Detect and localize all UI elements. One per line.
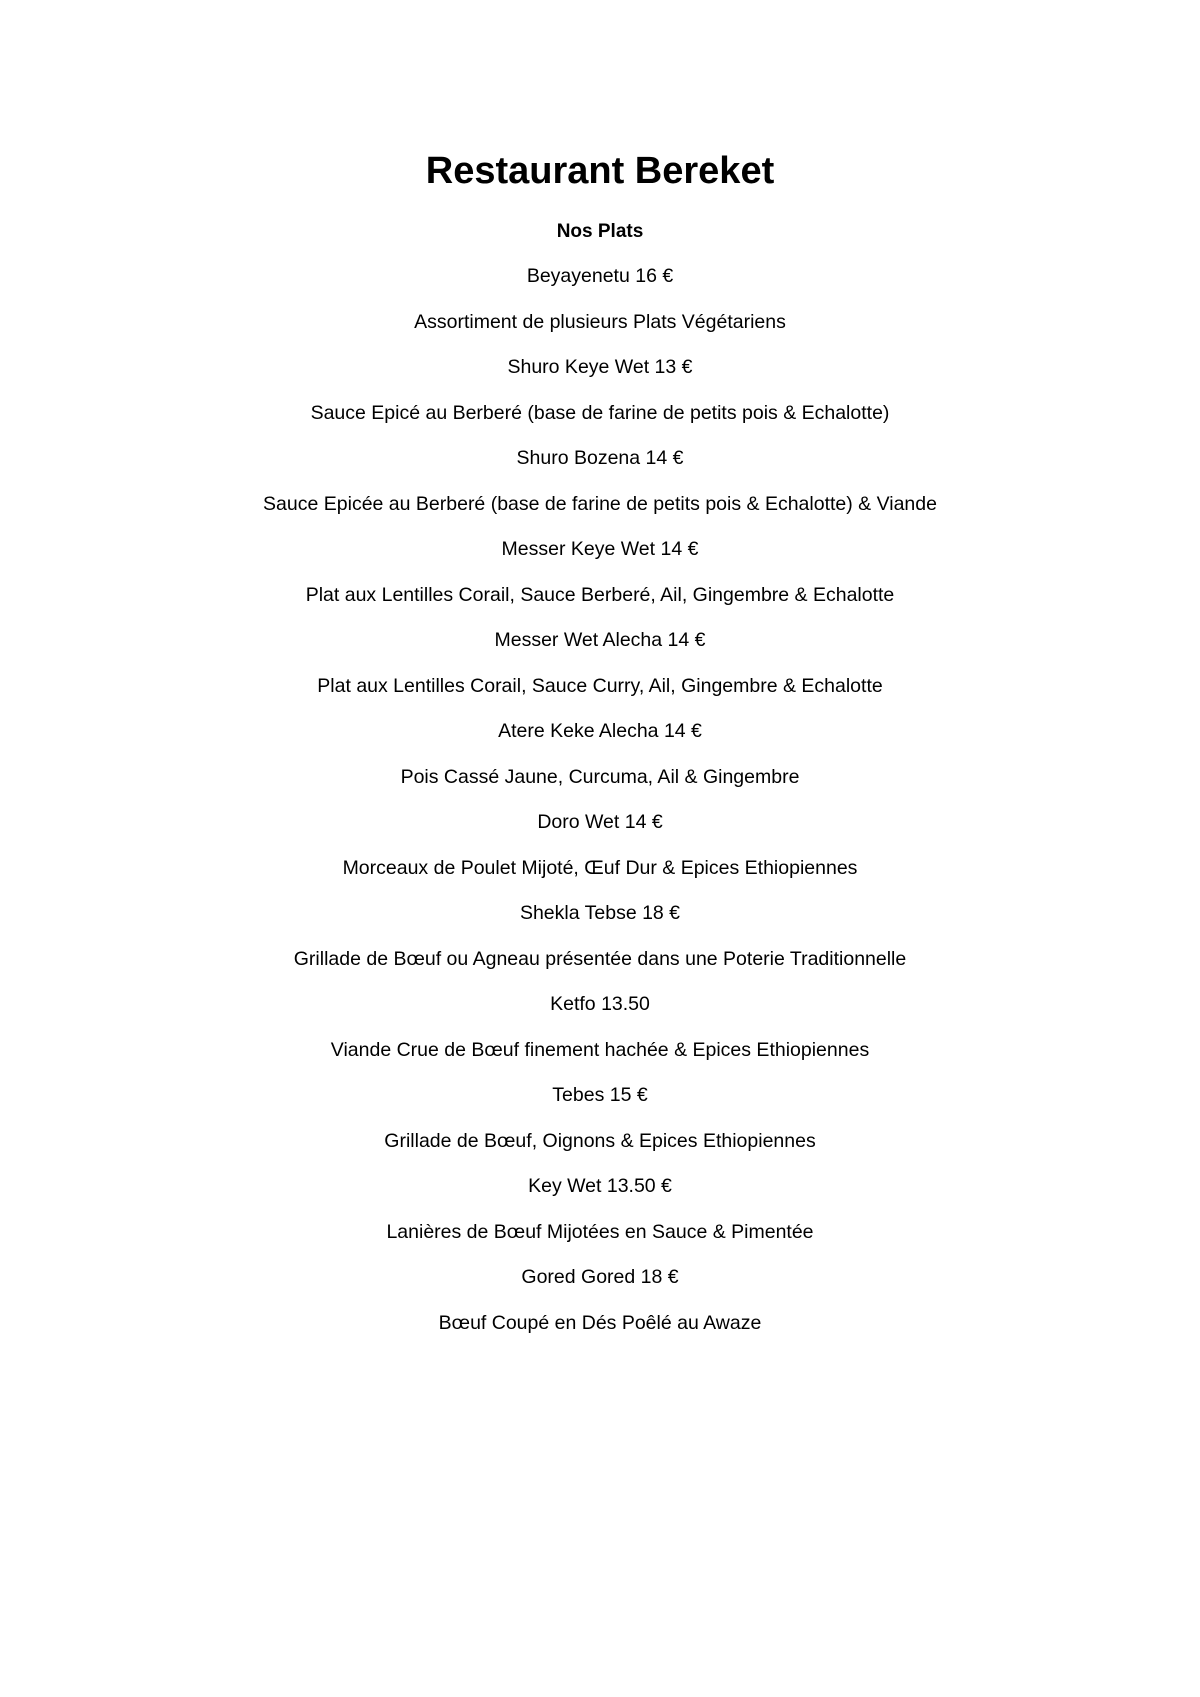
dish-list [0,263,1200,1355]
list-item [0,536,1200,608]
list-item [0,900,1200,972]
dish-name: Shuro Bozena 14 € [516,447,684,469]
restaurant-title: Restaurant Bereket [425,150,775,192]
dish-description: Pois Cassé Jaune, Curcuma, Ail & Gingembre [400,765,800,788]
dish-name: Atere Keke Alecha 14 € [498,720,702,742]
dish-name: Doro Wet 14 € [537,811,663,833]
list-item [0,354,1200,426]
dish-description: Plat aux Lentilles Corail, Sauce Berberé, Ail, Gingembre & Echalotte [305,583,895,606]
dish-name: Shuro Keye Wet 13 € [507,356,693,378]
dish-name: Shekla Tebse 18 € [519,902,681,924]
dish-name: Beyayenetu 16 € [526,265,674,287]
dish-name: Ketfo 13.50 [550,993,650,1015]
dish-name: Messer Wet Alecha 14 € [494,629,706,651]
dish-description: Plat aux Lentilles Corail, Sauce Curry, Ail, Gingembre & Echalotte [317,674,883,697]
list-item [0,1082,1200,1154]
list-item [0,991,1200,1063]
dish-description: Viande Crue de Bœuf finement hachée & Epices Ethiopiennes [330,1038,870,1061]
dish-description: Grillade de Bœuf ou Agneau présentée dans une Poterie Traditionnelle [293,947,907,970]
list-item [0,718,1200,790]
list-item [0,445,1200,517]
dish-description: Assortiment de plusieurs Plats Végétariens [414,310,786,333]
dish-name: Tebes 15 € [552,1084,648,1106]
dish-name: Key Wet 13.50 € [528,1175,672,1197]
dish-name: Messer Keye Wet 14 € [501,538,699,560]
dish-description: Bœuf Coupé en Dés Poêlé au Awaze [438,1311,762,1334]
list-item [0,627,1200,699]
dish-description: Grillade de Bœuf, Oignons & Epices Ethiopiennes [384,1129,816,1152]
dish-description: Lanières de Bœuf Mijotées en Sauce & Pimentée [386,1220,814,1243]
dish-name: Gored Gored 18 € [521,1266,679,1288]
list-item [0,1264,1200,1336]
list-item [0,263,1200,335]
list-item [0,809,1200,881]
dish-description: Sauce Epicé au Berberé (base de farine de petits pois & Echalotte) [310,401,890,424]
section-heading: Nos Plats [556,221,644,242]
list-item [0,1173,1200,1245]
dish-description: Sauce Epicée au Berberé (base de farine de petits pois & Echalotte) & Viande [263,492,937,515]
dish-description: Morceaux de Poulet Mijoté, Œuf Dur & Epices Ethiopiennes [342,856,858,879]
